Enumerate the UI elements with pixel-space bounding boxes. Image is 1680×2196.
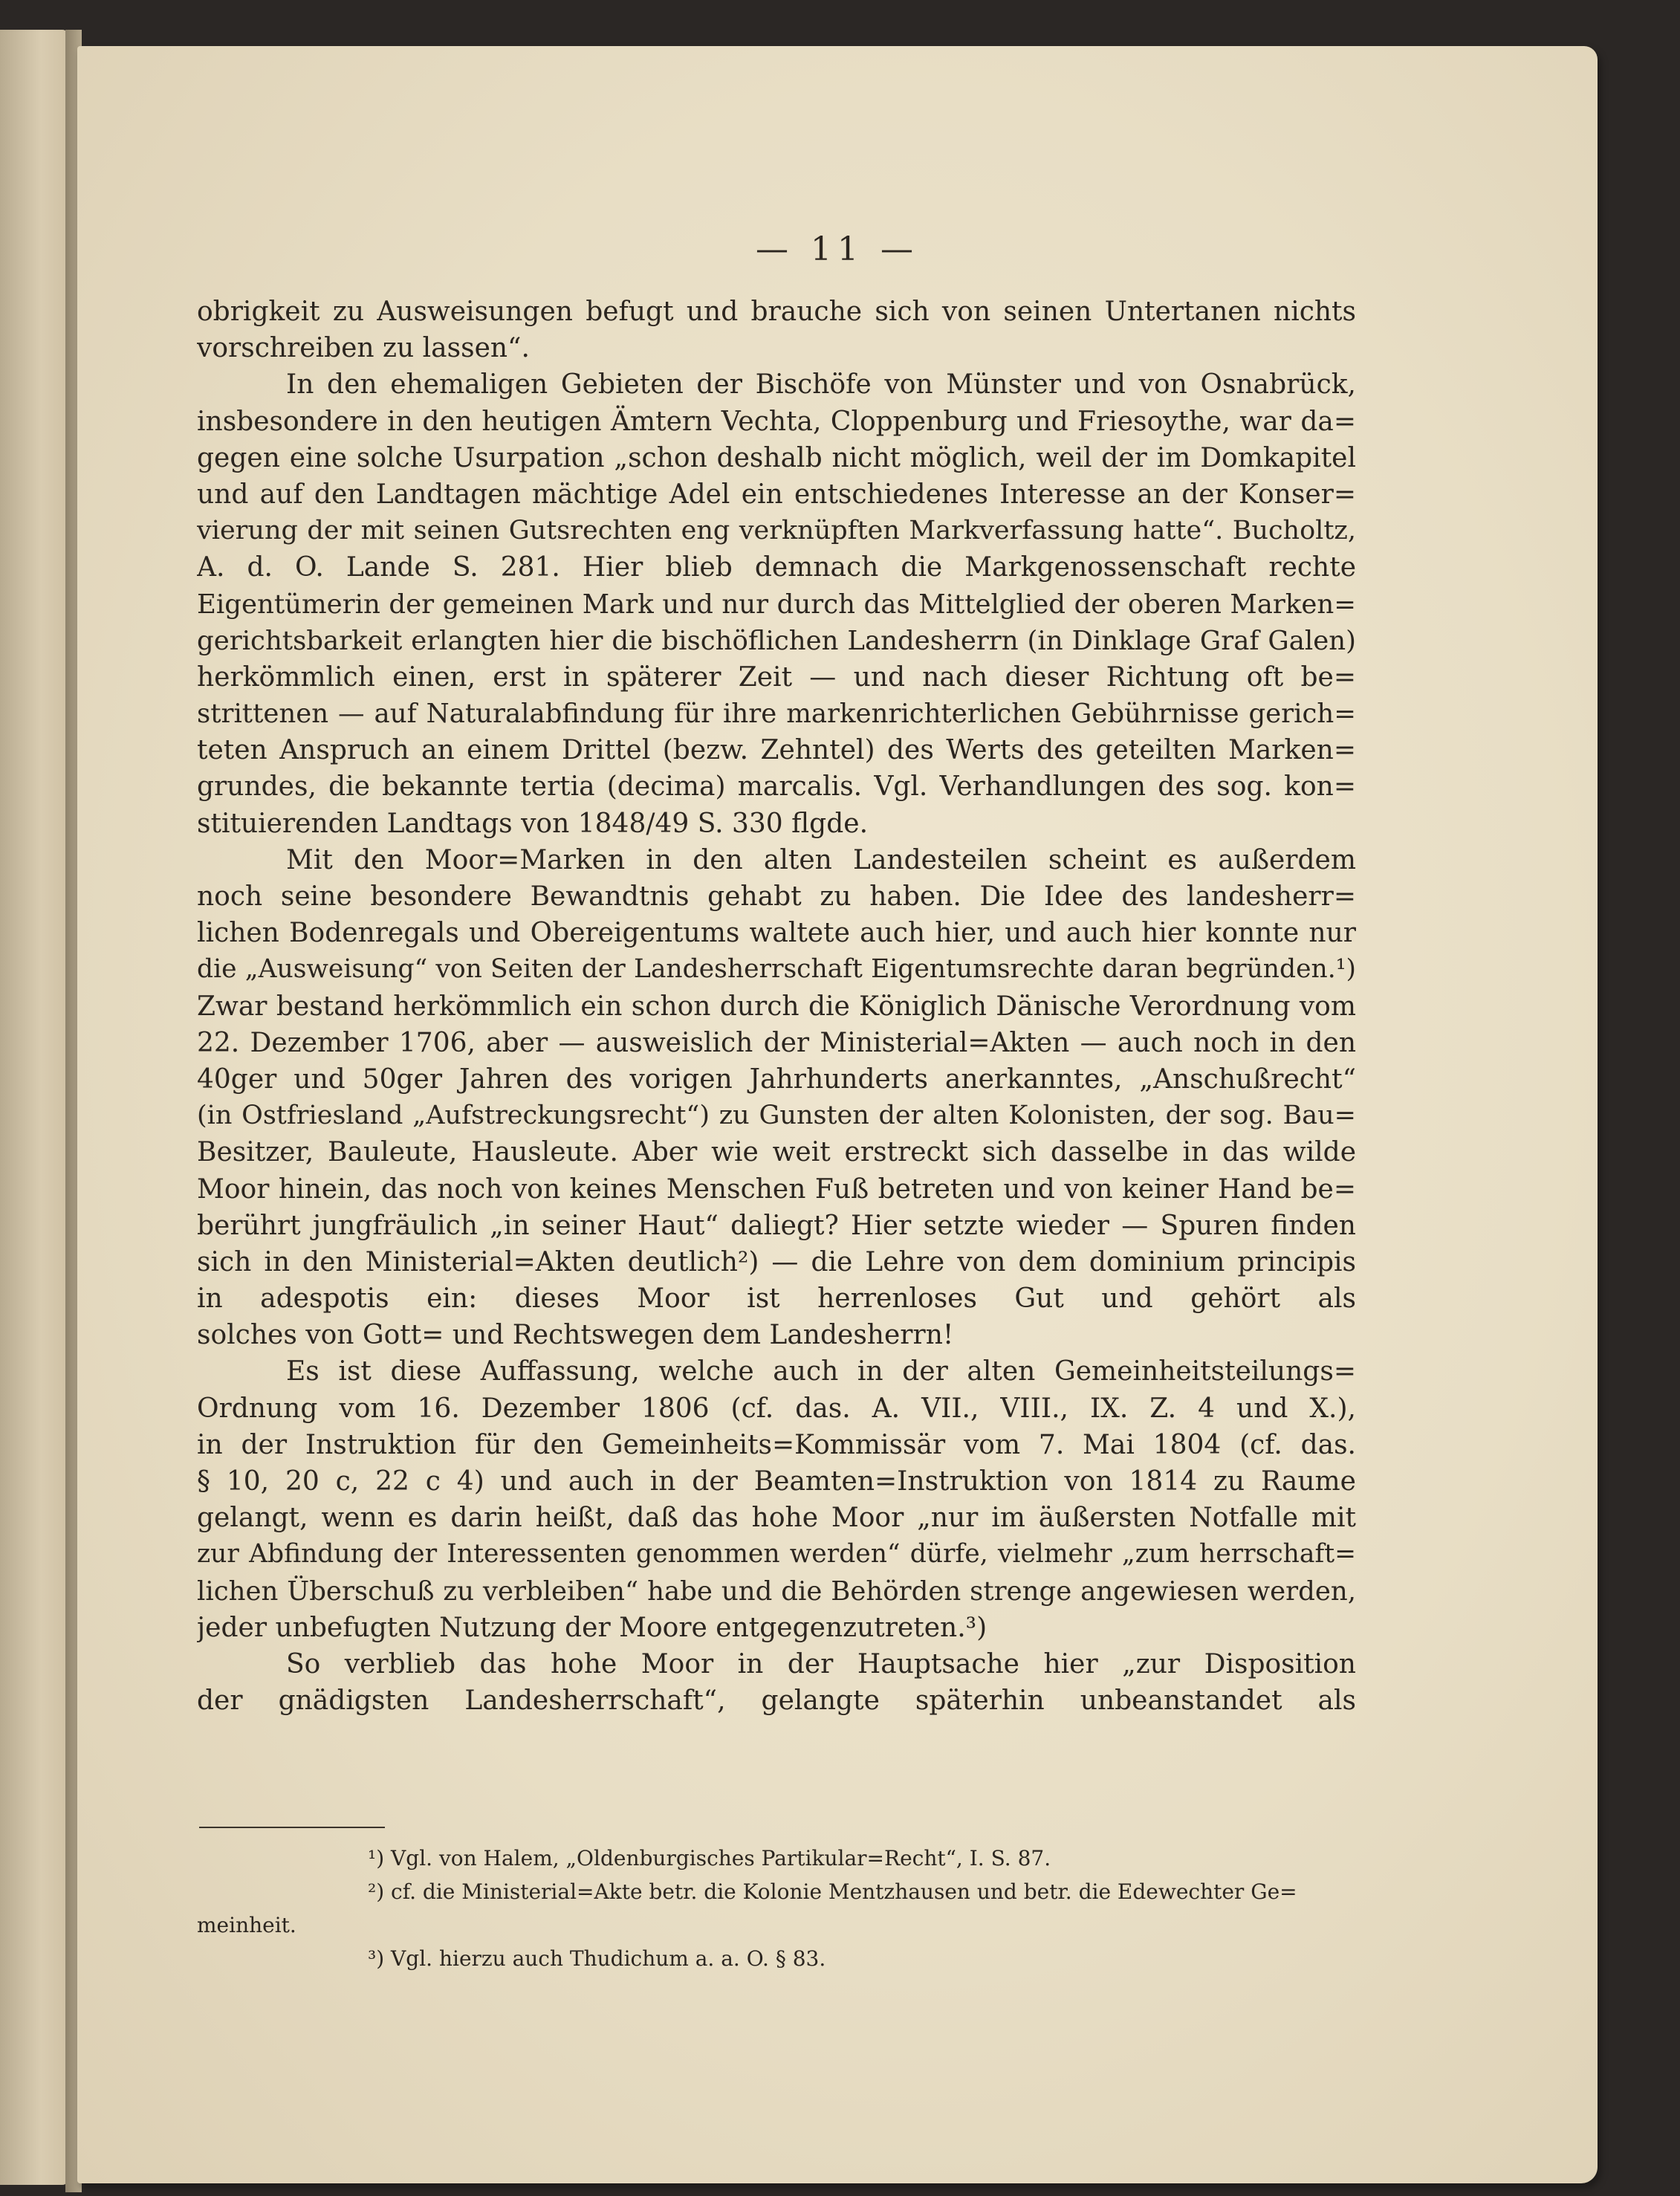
text-line: die „Ausweisung“ von Seiten der Landesherrschaft Eigentumsrechte daran begründen.¹) bbox=[197, 954, 1356, 985]
text-line: zur Abfindung der Interessenten genommen werden“ dürfe, vielmehr „zum herrschaft= bbox=[197, 1539, 1356, 1570]
text-line: gerichtsbarkeit erlangten hier die bischöflichen Landesherrn (in Dinklage Graf Galen) bbox=[197, 625, 1356, 656]
text-line: Eigentümerin der gemeinen Mark und nur durch das Mittelglied der oberen Marken= bbox=[197, 589, 1356, 620]
text-line: grundes, die bekannte tertia (decima) marcalis. Vgl. Verhandlungen des sog. kon= bbox=[197, 771, 1356, 803]
footnotes bbox=[197, 1842, 1356, 1975]
text-line: Moor hinein, das noch von keines Menschen Fuß betreten und von keiner Hand be= bbox=[197, 1173, 1356, 1205]
page-number: — 11 — bbox=[756, 230, 919, 268]
text-line: und auf den Landtagen mächtige Adel ein entschiedenes Interesse an der Konser= bbox=[197, 479, 1356, 510]
text-line: herkömmlich einen, erst in späterer Zeit — und nach dieser Richtung oft be= bbox=[197, 661, 1356, 693]
text-line: Zwar bestand herkömmlich ein schon durch die Königlich Dänische Verordnung vom bbox=[197, 991, 1356, 1022]
text-line: Mit den Moor=Marken in den alten Landesteilen scheint es außerdem bbox=[286, 844, 1356, 875]
text-line: Ordnung vom 16. Dezember 1806 (cf. das. A. VII., VIII., IX. Z. 4 und X.), bbox=[197, 1393, 1356, 1424]
text-line: 22. Dezember 1706, aber — ausweislich der Ministerial=Akten — auch noch in den bbox=[197, 1027, 1356, 1058]
text-line: stituierenden Landtags von 1848/49 S. 330 flgde. bbox=[197, 808, 869, 839]
footnote-continuation: meinheit. bbox=[197, 1913, 296, 1937]
text-line: gelangt, wenn es darin heißt, daß das hohe Moor „nur im äußersten Notfalle mit bbox=[197, 1503, 1356, 1534]
text-line: solches von Gott= und Rechtswegen dem Landesherrn! bbox=[197, 1320, 954, 1351]
text-line: vierung der mit seinen Gutsrechten eng verknüpften Markverfassung hatte“. Bucholtz, bbox=[197, 516, 1356, 546]
text-line: sich in den Ministerial=Akten deutlich²) — die Lehre von dem dominium principis bbox=[197, 1246, 1356, 1277]
text-line: noch seine besondere Bewandtnis gehabt zu haben. Die Idee des landesherr= bbox=[197, 881, 1356, 912]
text-line: in der Instruktion für den Gemeinheits=Kommissär vom 7. Mai 1804 (cf. das. bbox=[197, 1429, 1356, 1460]
body-text bbox=[197, 294, 1356, 1719]
text-line: gegen eine solche Usurpation „schon deshalb nicht möglich, weil der im Domkapitel bbox=[197, 442, 1356, 473]
footnote-divider bbox=[199, 1827, 385, 1828]
text-line: insbesondere in den heutigen Ämtern Vechta, Cloppenburg und Friesoythe, war da= bbox=[197, 406, 1356, 437]
text-line: lichen Bodenregals und Obereigentums waltete auch hier, und auch hier konnte nur bbox=[197, 918, 1356, 949]
text-line: In den ehemaligen Gebieten der Bischöfe von Münster und von Osnabrück, bbox=[286, 369, 1356, 401]
text-line: obrigkeit zu Ausweisungen befugt und brauche sich von seinen Untertanen nichts bbox=[197, 297, 1356, 327]
text-line: So verblieb das hohe Moor in der Hauptsache hier „zur Disposition bbox=[286, 1648, 1356, 1680]
text-line: 40ger und 50ger Jahren des vorigen Jahrhunderts anerkanntes, „Anschußrecht“ bbox=[197, 1063, 1356, 1095]
text-line: § 10, 20 c, 22 c 4) und auch in der Beamten=Instruktion von 1814 zu Raume bbox=[197, 1466, 1356, 1497]
text-line: der gnädigsten Landesherrschaft“, gelangte späterhin unbeanstandet als bbox=[197, 1685, 1356, 1717]
text-line: berührt jungfräulich „in seiner Haut“ daliegt? Hier setzte wieder — Spuren finden bbox=[197, 1210, 1356, 1241]
text-line: (in Ostfriesland „Aufstreckungsrecht“) zu Gunsten der alten Kolonisten, der sog. Bau= bbox=[197, 1101, 1356, 1131]
text-line: jeder unbefugten Nutzung der Moore entgegenzutreten.³) bbox=[197, 1612, 987, 1643]
footnote: ³) Vgl. hierzu auch Thudichum a. a. O. § 83. bbox=[368, 1946, 826, 1971]
text-line: Besitzer, Bauleute, Hausleute. Aber wie weit erstreckt sich dasselbe in das wilde bbox=[197, 1137, 1356, 1168]
footnote: ¹) Vgl. von Halem, „Oldenburgisches Partikular=Recht“, I. S. 87. bbox=[368, 1846, 1051, 1871]
text-line: in adespotis ein: dieses Moor ist herrenloses Gut und gehört als bbox=[197, 1283, 1356, 1315]
text-line: A. d. O. Lande S. 281. Hier blieb demnach die Markgenossenschaft rechte bbox=[197, 552, 1356, 583]
text-line: lichen Überschuß zu verbleiben“ habe und die Behörden strenge angewiesen werden, bbox=[197, 1575, 1356, 1607]
text-line: strittenen — auf Naturalabfindung für ihre markenrichterlichen Gebührnisse gerich= bbox=[197, 699, 1356, 730]
text-line: vorschreiben zu lassen“. bbox=[197, 333, 530, 364]
footnote: ²) cf. die Ministerial=Akte betr. die Kolonie Mentzhausen und betr. die Edewechter Ge= bbox=[368, 1879, 1297, 1904]
previous-page-edge bbox=[0, 30, 68, 2185]
text-line: teten Anspruch an einem Drittel (bezw. Zehntel) des Werts des geteilten Marken= bbox=[197, 735, 1356, 766]
text-line: Es ist diese Auffassung, welche auch in der alten Gemeinheitsteilungs= bbox=[286, 1356, 1356, 1387]
